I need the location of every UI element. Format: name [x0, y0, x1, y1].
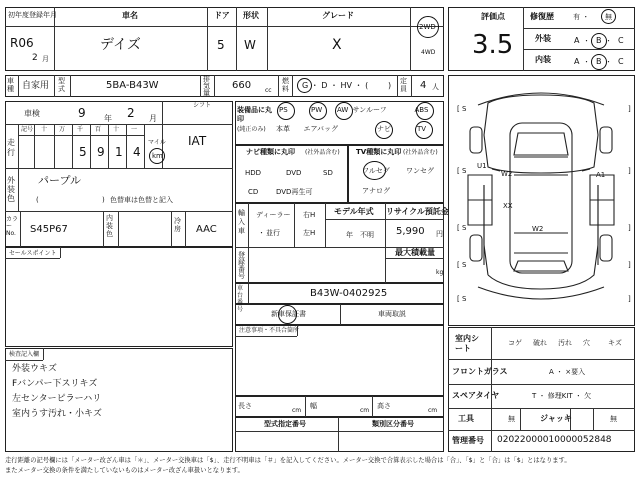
equipment-item: ABS: [414, 106, 429, 114]
odometer-digit-cell: [128, 124, 145, 168]
car-diagram: [448, 75, 635, 326]
fuel-label: 燃料: [282, 77, 289, 93]
grade-letter: C: [618, 36, 624, 45]
exterior-color-label: 外装色: [7, 176, 15, 203]
inspection-month-unit: 月: [149, 114, 157, 123]
inspection-label: 車検: [24, 109, 40, 118]
equipment-item: PS: [279, 106, 288, 114]
shift-label: シフト: [193, 102, 212, 109]
diagram-bracket: [ S: [457, 105, 467, 113]
tools-value: 無: [508, 415, 515, 423]
drive-2wd: 2WD: [419, 23, 436, 31]
navi-cd: CD: [248, 188, 259, 196]
diagram-bracket: ]: [628, 295, 631, 303]
ac-value: AAC: [196, 224, 217, 235]
seat-condition-option: 穴: [583, 339, 590, 347]
grade-dot: ・: [583, 58, 590, 66]
equipment-item: AW: [337, 106, 349, 114]
displacement-value: 660: [232, 80, 252, 91]
model-year-value: 年 不明: [346, 231, 374, 239]
inspection-line-4: 室内うす汚れ・小キズ: [12, 409, 102, 419]
model-year-label: モデル年式: [334, 207, 374, 216]
diagram-bracket: [ S: [457, 261, 467, 269]
tools-label: 工具: [458, 414, 474, 423]
max-load-label: 最大積載量: [395, 248, 435, 257]
odometer-digit-cell: [92, 124, 109, 168]
odometer-place-label: 万: [59, 126, 66, 133]
doors-value: 5: [217, 38, 225, 52]
drive-4wd: 4WD: [421, 49, 436, 56]
seat-condition-option: 汚れ: [558, 339, 572, 347]
management-number-label: 管理番号: [452, 436, 484, 445]
vehicle-manual: 車両取説: [378, 310, 406, 318]
diagram-label-u1: U1: [477, 162, 487, 170]
equipment-item: PW: [311, 106, 323, 114]
exterior-color-value: パープル: [38, 174, 82, 187]
car-name-label: 車名: [122, 11, 138, 20]
tv-title-small: (社外品含む): [403, 149, 438, 156]
diagram-label-w2-right: W2: [532, 225, 544, 233]
import-parallel: 並行: [266, 229, 280, 237]
vehicle-type-value: 自家用: [22, 81, 50, 91]
doors-label: ドア: [214, 11, 230, 20]
shape-label: 形状: [243, 11, 259, 20]
fuel-options: G ・ D ・ HV ・ (: [302, 81, 369, 90]
diagram-bracket: [ S: [457, 295, 467, 303]
odometer-place-label: 千: [77, 126, 84, 133]
windshield-label: フロントガラス: [452, 367, 508, 376]
mileage-unit-mile: マイル: [148, 139, 166, 146]
odometer-digit-cell: [38, 124, 55, 168]
odometer-digit-cell: [110, 124, 127, 168]
inspection-year: 9: [78, 106, 86, 120]
max-load-unit: kg: [436, 269, 444, 276]
repaint-note-close: ): [102, 196, 105, 204]
length-label: 長さ: [238, 402, 252, 410]
seat-label: 室内シート: [455, 334, 479, 353]
spare-tire-label: スペアタイヤ: [452, 391, 500, 400]
odometer-place-label: 十: [113, 126, 120, 133]
first-registration-label: 初年度登録年月: [8, 11, 57, 19]
odometer-digit-cell: [18, 124, 35, 168]
seat-condition-option: コゲ: [508, 339, 522, 347]
tv-analog: アナログ: [362, 187, 390, 195]
shape-value: W: [244, 38, 256, 52]
navi-title-small: (社外品含む): [305, 149, 340, 156]
inspection-notes-label: 検査記入欄: [9, 351, 40, 358]
equipment-item: TV: [417, 125, 427, 133]
equipment-item: 本革: [276, 125, 290, 133]
shift-value: IAT: [188, 134, 207, 148]
diagram-label-a1: A1: [596, 171, 606, 179]
odometer-digit: 9: [97, 145, 105, 159]
registration-label: 登録番号: [238, 251, 245, 280]
exterior-grade-label: 外装: [535, 34, 551, 43]
capacity-unit: 人: [432, 83, 439, 91]
management-number: 02022000010000052848: [497, 435, 612, 445]
grade-letter: A: [574, 36, 580, 45]
notes-label: 注意事項・不具合箇所: [239, 327, 300, 334]
first-registration-month: 2: [32, 53, 38, 63]
length-unit: cm: [292, 407, 302, 414]
grade-dot: ・: [605, 37, 612, 45]
first-registration-year: R06: [10, 36, 34, 50]
grade-dot: ・: [583, 37, 590, 45]
diagram-label-w2-left: W2: [501, 170, 513, 178]
repaint-note: 色替車は色替と記入: [110, 196, 173, 204]
vehicle-type-label: 車種: [7, 77, 14, 93]
color-code-value: S45P67: [30, 224, 68, 235]
tv-oneseg: ワンセグ: [406, 167, 434, 175]
grade-value: X: [332, 37, 342, 53]
odometer-place-label: 十: [41, 126, 48, 133]
color-code-label: カラーNo.: [6, 216, 19, 237]
jack-value: 無: [610, 415, 617, 423]
score-value: 3.5: [472, 30, 514, 60]
recycle-unit: 円: [436, 230, 443, 238]
height-unit: cm: [428, 407, 438, 414]
import-dealer: ディーラー: [256, 211, 291, 219]
car-name: デイズ: [100, 37, 141, 53]
navi-title: ナビ種類に丸印: [246, 148, 295, 156]
odometer-place-label: 百: [95, 126, 102, 133]
footer-line-2: またメーター交換の条件を満たしていないものはメーター改ざん車扱いとなります。: [5, 467, 244, 474]
grade-letter: B: [596, 36, 602, 45]
score-label: 評価点: [481, 12, 505, 21]
displacement-unit: cc: [265, 87, 272, 94]
diagram-bracket: ]: [628, 261, 631, 269]
navi-sd: SD: [323, 169, 333, 177]
inspection-month: 2: [127, 106, 135, 120]
repair-history-none: 無: [605, 13, 612, 21]
repaint-note-open: (: [36, 196, 39, 204]
repair-history-label: 修復歴: [530, 12, 554, 21]
seat-condition-option: 破れ: [533, 339, 547, 347]
inspection-line-3: 左センターピラーハリ: [12, 394, 102, 404]
ac-label: 冷房: [174, 217, 181, 233]
import-right-hand: 右H: [303, 211, 316, 219]
diagram-bracket: [ S: [457, 224, 467, 232]
navi-dvd-playback: DVD再生可: [276, 188, 313, 196]
import-label: 輸入車: [238, 209, 245, 235]
chassis-value: B43W-0402925: [310, 288, 388, 299]
capacity-value: 4: [420, 80, 427, 91]
month-unit: 月: [42, 55, 49, 63]
tv-fullseg: フルセグ: [362, 167, 390, 175]
recycle-value: 5,990: [396, 226, 425, 237]
sales-point-label: セールスポイント: [9, 250, 57, 257]
interior-color-label: 内装色: [106, 214, 113, 238]
diagram-bracket: ]: [628, 167, 631, 175]
interior-grade-label: 内装: [535, 55, 551, 64]
equipment-title: 装備品に丸印: [237, 106, 272, 123]
windshield-options: A ・ ×要入: [549, 368, 586, 376]
displacement-label: 排気量: [203, 75, 210, 97]
grade-letter: B: [596, 57, 602, 66]
fuel-options-close: ): [388, 81, 392, 90]
width-label: 幅: [310, 402, 317, 410]
odometer-place-label: 一: [131, 126, 138, 133]
equipment-item: エアバッグ: [303, 125, 338, 133]
navi-dvd: DVD: [286, 169, 302, 177]
recycle-label: リサイクル預託金: [386, 207, 449, 216]
tv-title: TV種類に丸印: [356, 148, 402, 156]
mileage-unit-km: km: [152, 152, 163, 160]
capacity-label: 定員: [400, 77, 407, 93]
odometer-place-label: 記号: [21, 126, 34, 133]
type-spec-label: 型式指定番号: [264, 420, 306, 428]
diagram-label-xx: XX: [503, 202, 513, 210]
footer-line-1: 走行距離の記号欄には「メーター改ざん車は「＊」、メーター交換車は「$」、走行不明車は「＃」を記入してください。メーター交換で合算表示した場合は「合」、「$」と「合」は「$」とはなります。: [5, 457, 571, 464]
diagram-bracket: ]: [628, 105, 631, 113]
grade-letter: A: [574, 57, 580, 66]
navi-hdd: HDD: [245, 169, 262, 177]
odometer-digit-cell: [56, 124, 73, 168]
spare-tire-options: T ・ 修理KIT ・ 欠: [532, 392, 592, 400]
model-type-label: 型式: [58, 77, 65, 93]
class-number-label: 類別区分番号: [372, 420, 414, 428]
repair-history-options: 有 ・: [573, 13, 590, 21]
inspection-year-unit: 年: [104, 114, 112, 123]
odometer-digit: 5: [79, 145, 87, 159]
equipment-sub: (純正のみ): [237, 126, 266, 133]
equipment-item: サンルーフ: [352, 106, 387, 114]
grade-letter: C: [618, 57, 624, 66]
mileage-label: 走行: [7, 138, 15, 157]
import-dot: ・: [258, 229, 265, 237]
equipment-item: ナビ: [377, 125, 391, 133]
odometer-digit: 4: [133, 145, 141, 159]
new-car-warranty: 新車保証書: [271, 310, 306, 318]
diagram-bracket: ]: [628, 224, 631, 232]
import-left-hand: 左H: [303, 229, 316, 237]
inspection-line-1: 外装ウキズ: [12, 364, 57, 374]
seat-condition-option: キズ: [608, 339, 622, 347]
grade-dot: ・: [605, 58, 612, 66]
diagram-bracket: [ S: [457, 167, 467, 175]
odometer-digit-cell: [74, 124, 91, 168]
chassis-label: 車台番号: [237, 285, 244, 313]
model-type-value: 5BA-B43W: [106, 80, 159, 91]
inspection-line-2: Fバンパー下スリキズ: [12, 379, 98, 389]
height-label: 高さ: [377, 402, 391, 410]
grade-label: グレード: [322, 11, 354, 20]
jack-label: ジャッキ: [540, 414, 572, 423]
width-unit: cm: [360, 407, 370, 414]
odometer-digit: 1: [115, 145, 123, 159]
